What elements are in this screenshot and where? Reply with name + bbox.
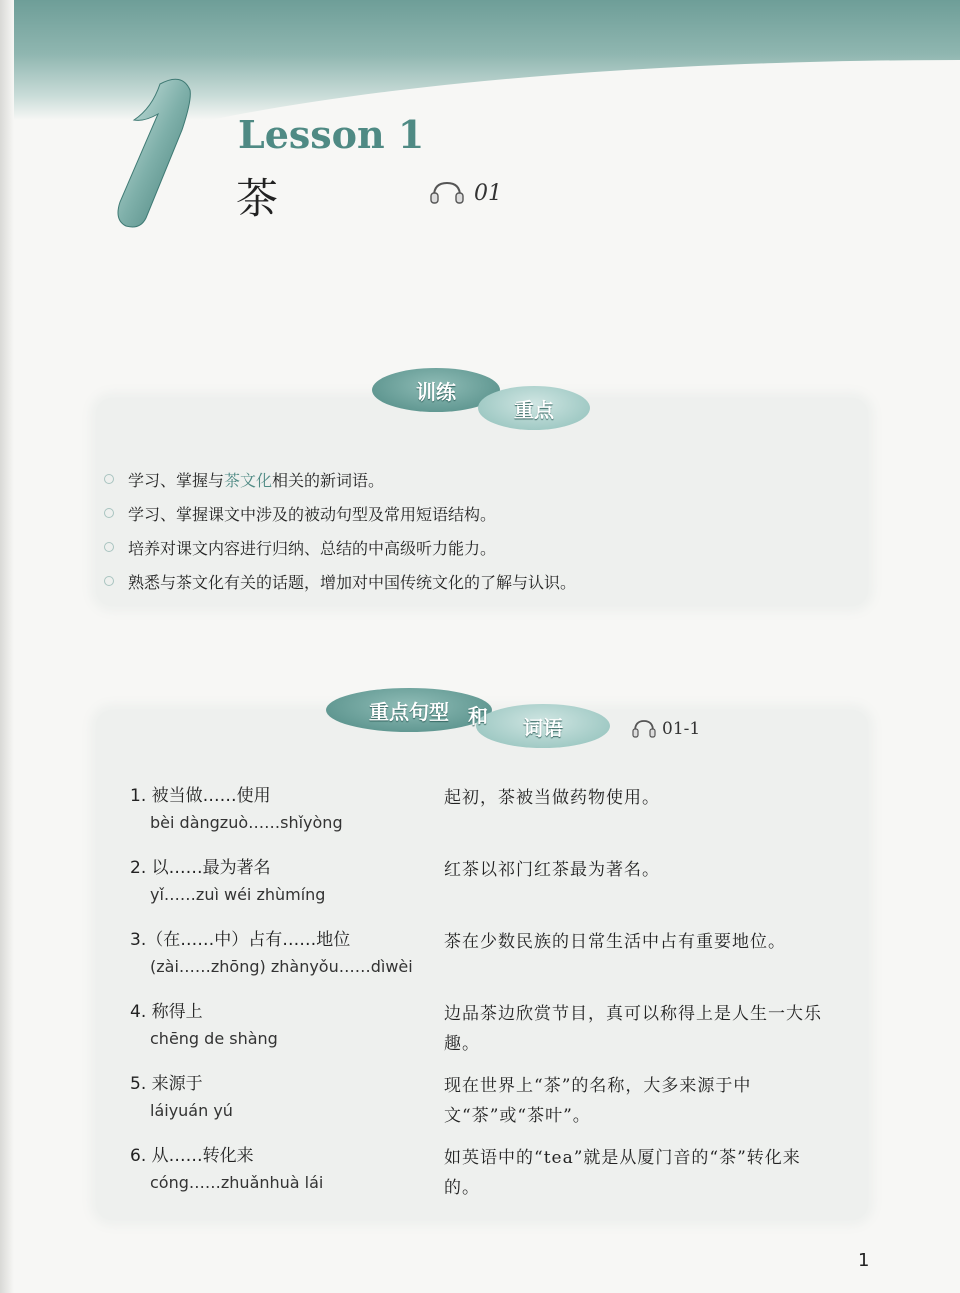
bullet-icon	[104, 576, 114, 586]
pattern-chinese: 1. 被当做……使用	[130, 786, 271, 806]
training-label-b: 重点	[478, 386, 590, 430]
training-label-a: 训练	[372, 368, 500, 412]
goal-text: 熟悉与茶文化有关的话题，增加对中国传统文化的了解与认识。	[128, 572, 577, 592]
goal-highlight: 茶文化	[224, 470, 273, 490]
patterns-label-a: 重点句型	[326, 688, 492, 732]
page-edge	[0, 0, 14, 1293]
audio-track-label: 01-1	[662, 719, 701, 739]
patterns-label-b: 词语	[476, 704, 610, 748]
pattern-example: 现在世界上“茶”的名称，大多来源于中文“茶”或“茶叶”。	[444, 1076, 752, 1126]
page-number: 1	[858, 1250, 870, 1271]
lesson-chinese-title: 茶	[236, 174, 279, 223]
pattern-chinese: 3.（在……中）占有……地位	[130, 930, 351, 950]
pattern-example: 起初，茶被当做药物使用。	[444, 788, 660, 808]
goal-text: 学习、掌握与	[128, 470, 225, 490]
headphones-icon	[632, 718, 658, 740]
goal-item	[104, 496, 824, 530]
headphones-icon	[430, 180, 470, 206]
pattern-pinyin: (zài……zhōng) zhànyǒu……dìwèi	[150, 957, 413, 976]
goal-text: 学习、掌握课文中涉及的被动句型及常用短语结构。	[128, 504, 497, 524]
audio-track-label: 01	[474, 180, 502, 206]
goal-text: 培养对课文内容进行归纳、总结的中高级听力能力。	[128, 538, 497, 558]
pattern-example: 红茶以祁门红茶最为著名。	[444, 860, 660, 880]
lesson-title: Lesson 1	[238, 112, 425, 157]
audio-track-main[interactable]	[430, 180, 502, 206]
pattern-pinyin: cóng……zhuǎnhuà lái	[150, 1173, 324, 1192]
goal-text: 相关的新词语。	[272, 470, 385, 490]
goal-item	[104, 564, 824, 598]
goal-item	[104, 530, 824, 564]
pattern-example: 茶在少数民族的日常生活中占有重要地位。	[444, 932, 786, 952]
bullet-icon	[104, 508, 114, 518]
pattern-example: 边品茶边欣赏节目，真可以称得上是人生一大乐趣。	[444, 1004, 822, 1054]
audio-track-patterns[interactable]	[632, 718, 700, 740]
pattern-chinese: 5. 来源于	[130, 1074, 203, 1094]
bullet-icon	[104, 542, 114, 552]
pattern-pinyin: yǐ……zuì wéi zhùmíng	[150, 885, 326, 904]
pattern-pinyin: bèi dàngzuò……shǐyòng	[150, 813, 343, 832]
pattern-pinyin: chēng de shàng	[150, 1029, 278, 1048]
patterns-label-join: 和	[468, 704, 488, 728]
goal-item	[104, 462, 824, 496]
bullet-icon	[104, 474, 114, 484]
pattern-chinese: 4. 称得上	[130, 1002, 203, 1022]
lesson-number-graphic	[100, 70, 210, 240]
pattern-chinese: 6. 从……转化来	[130, 1146, 254, 1166]
pattern-pinyin: láiyuán yú	[150, 1101, 233, 1120]
pattern-chinese: 2. 以……最为著名	[130, 858, 271, 878]
training-goals-list	[104, 462, 824, 598]
pattern-example: 如英语中的“tea”就是从厦门音的“茶”转化来的。	[444, 1148, 801, 1198]
